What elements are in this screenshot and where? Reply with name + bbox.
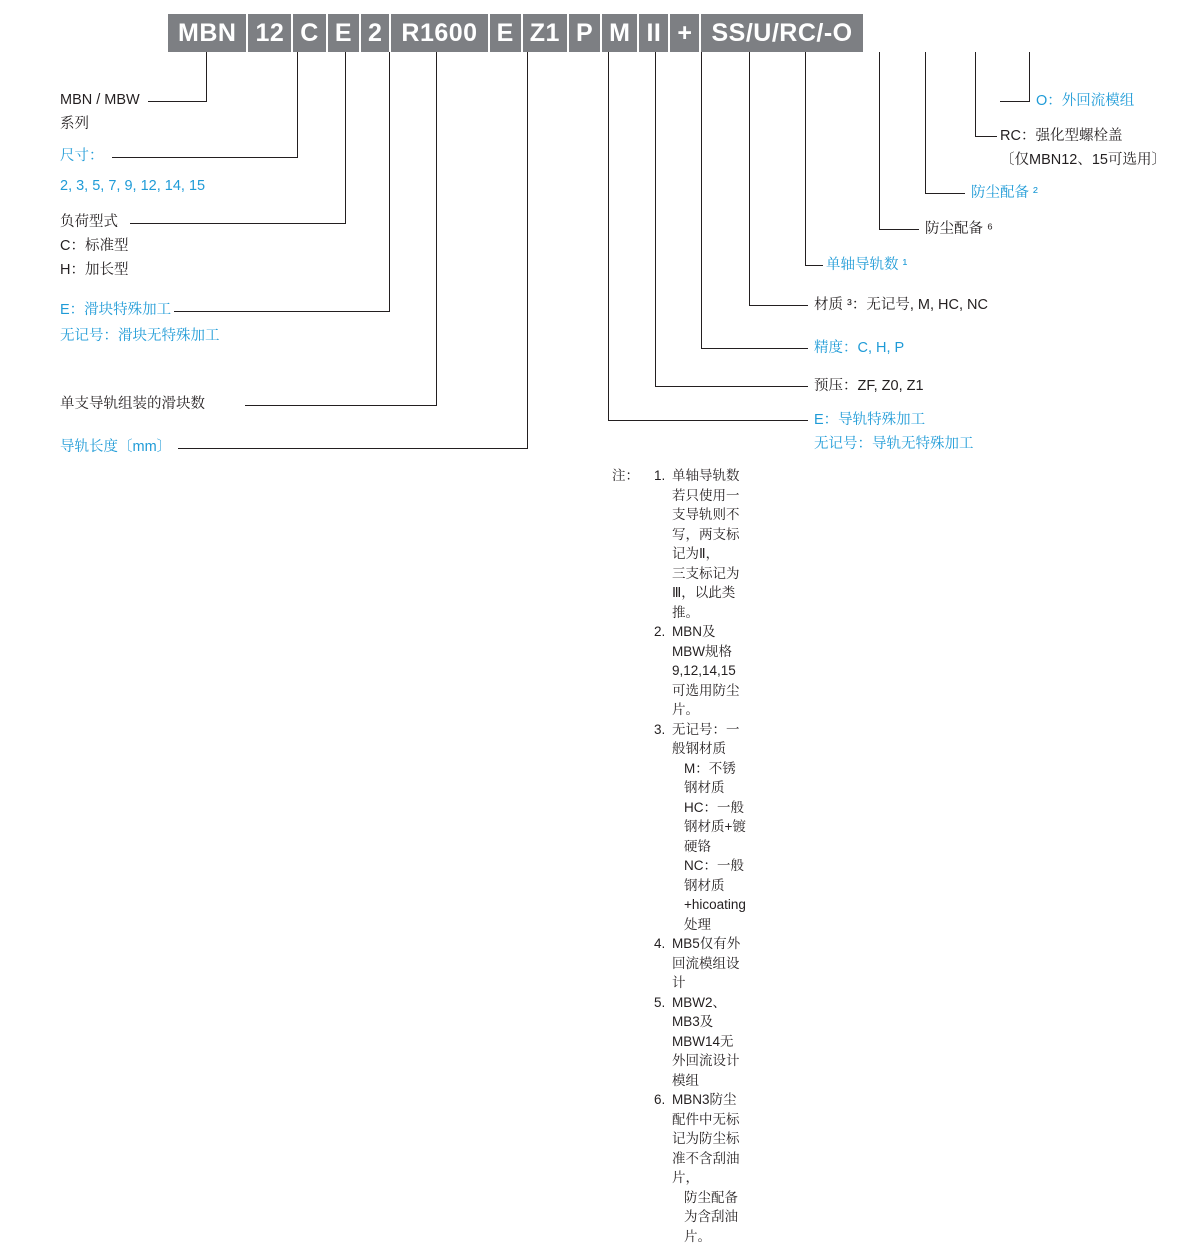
code-cell-axis-count: II	[639, 14, 668, 52]
note-item	[654, 720, 746, 935]
note-item	[654, 993, 746, 1091]
label-size-values: 2, 3, 5, 7, 9, 12, 14, 15	[60, 176, 205, 197]
label-size-title: 尺寸：	[60, 146, 104, 167]
label-load-title: 负荷型式	[60, 212, 118, 233]
note-line: NC：一般钢材质+hicoating处理	[672, 856, 746, 934]
label-rc-line1: RC：强化型螺栓盖	[1000, 126, 1122, 147]
leader-rail-length-vertical	[527, 52, 528, 448]
label-dust-6: 防尘配备 ⁶	[925, 219, 993, 240]
leader-o-horizontal-2	[1000, 101, 1030, 102]
code-cell-plus: +	[670, 14, 699, 52]
leader-axis-count-vertical	[805, 52, 806, 265]
note-number: 3.	[654, 720, 665, 740]
note-number: 4.	[654, 934, 665, 954]
leader-dust2-vertical	[925, 52, 926, 193]
code-cell-accuracy: P	[569, 14, 600, 52]
label-block-count: 单支导轨组装的滑块数	[60, 394, 205, 415]
note-item	[654, 934, 746, 993]
leader-series-horizontal	[148, 101, 207, 102]
label-axis-count: 单轴导轨数 ¹	[826, 255, 907, 276]
note-line: MBN3防尘配件中无标记为防尘标准不含刮油片，	[672, 1092, 740, 1185]
label-o-option: O：外回流模组	[1036, 91, 1134, 112]
note-number: 1.	[654, 466, 665, 486]
leader-rail-special-horizontal	[608, 420, 808, 421]
note-line: MB5仅有外回流模组设计	[672, 936, 740, 990]
notes-heading: 注：	[612, 466, 639, 486]
leader-load-horizontal	[130, 223, 346, 224]
code-cell-block-special: E	[328, 14, 359, 52]
label-rail-special: E：导轨特殊加工	[814, 410, 925, 431]
note-item	[654, 466, 746, 622]
leader-block-count-vertical	[436, 52, 437, 405]
label-rc-line2: 〔仅MBN12、15可选用〕	[1000, 150, 1166, 171]
note-line: MBN及MBW规格9,12,14,15可选用防尘片。	[672, 624, 740, 717]
leader-size-vertical	[297, 52, 298, 157]
note-number: 5.	[654, 993, 665, 1013]
label-accuracy: 精度：C, H, P	[814, 338, 904, 359]
leader-material-vertical	[749, 52, 750, 305]
leader-material-horizontal	[749, 305, 808, 306]
part-number-code-row	[168, 14, 865, 52]
note-line: 三支标记为Ⅲ，以此类推。	[672, 566, 740, 620]
note-line: 无记号：一般钢材质	[672, 722, 740, 757]
label-rail-none: 无记号：导轨无特殊加工	[814, 434, 974, 455]
note-line: 单轴导轨数若只使用一支导轨则不写，两支标记为Ⅱ，	[672, 468, 740, 561]
leader-dust6-vertical	[879, 52, 880, 229]
leader-size-horizontal	[112, 157, 298, 158]
leader-block-count-horizontal	[245, 405, 437, 406]
code-cell-load-type: C	[293, 14, 326, 52]
note-number: 2.	[654, 622, 665, 642]
leader-preload-vertical	[655, 52, 656, 386]
label-material: 材质 ³：无记号, M, HC, NC	[814, 295, 988, 316]
note-line: 防尘配备为含刮油片。	[672, 1188, 746, 1246]
code-cell-series: MBN	[168, 14, 246, 52]
leader-accuracy-vertical	[701, 52, 702, 348]
leader-block-special-vertical	[389, 52, 390, 311]
label-load-c: C：标准型	[60, 236, 128, 257]
code-cell-options: SS/U/RC/-O	[701, 14, 862, 52]
code-cell-rail-length: R1600	[391, 14, 487, 52]
code-cell-preload: Z1	[523, 14, 567, 52]
leader-accuracy-horizontal	[701, 348, 808, 349]
label-preload: 预压：ZF, Z0, Z1	[814, 376, 924, 397]
note-item	[654, 1090, 746, 1246]
label-series-line1: MBN / MBW	[60, 90, 140, 111]
label-rail-length: 导轨长度〔mm〕	[60, 437, 171, 458]
label-dust-2: 防尘配备 ²	[971, 183, 1038, 204]
note-item	[654, 622, 746, 720]
leader-dust2-horizontal	[925, 193, 965, 194]
label-series-line2: 系列	[60, 114, 89, 135]
code-cell-rail-special: E	[490, 14, 521, 52]
leader-rail-length-horizontal	[178, 448, 528, 449]
code-cell-block-count: 2	[361, 14, 389, 52]
code-cell-size: 12	[248, 14, 291, 52]
leader-o-vertical	[1029, 52, 1030, 101]
label-block-none: 无记号：滑块无特殊加工	[60, 326, 220, 347]
leader-preload-horizontal	[655, 386, 808, 387]
note-number: 6.	[654, 1090, 665, 1110]
leader-rc-vertical	[975, 52, 976, 136]
leader-load-vertical	[345, 52, 346, 223]
note-line: HC：一般钢材质+镀硬铬	[672, 798, 746, 857]
leader-series-vertical	[206, 52, 207, 101]
note-line: M：不锈钢材质	[672, 759, 746, 798]
label-load-h: H：加长型	[60, 260, 128, 281]
code-cell-material: M	[602, 14, 637, 52]
leader-rail-special-vertical	[608, 52, 609, 420]
note-line: MBW2、MB3及MBW14无外回流设计模组	[672, 995, 740, 1088]
label-block-special: E：滑块特殊加工	[60, 300, 171, 321]
leader-block-special-horizontal	[174, 311, 390, 312]
leader-rc-horizontal	[975, 136, 997, 137]
leader-axis-count-horizontal	[805, 265, 823, 266]
leader-dust6-horizontal	[879, 229, 919, 230]
